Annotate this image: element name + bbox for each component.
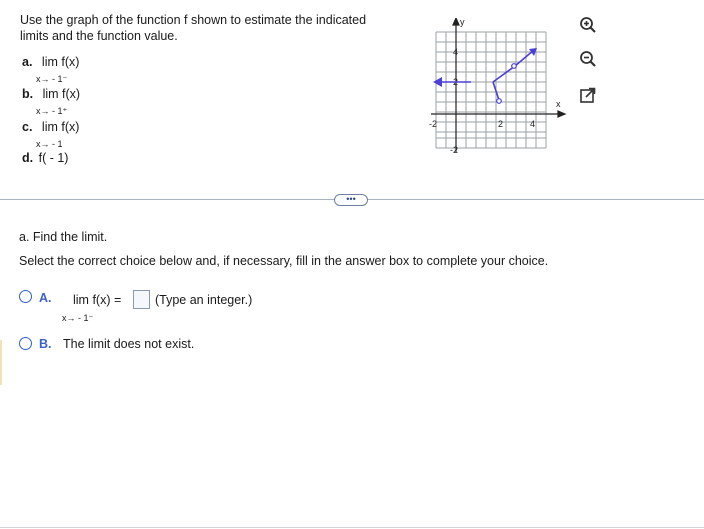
choice-a-hint: (Type an integer.) (155, 293, 253, 307)
tick-y-4: 4 (453, 47, 459, 57)
part-c-item (22, 119, 79, 135)
question-intro-line2: limits and the function value. (20, 29, 178, 43)
part-d-expr: f( - 1) (38, 151, 69, 165)
part-a-expr: lim f(x) (41, 55, 80, 69)
y-axis-label: y (460, 18, 465, 27)
part-a-sub: x→ - 1⁻ (36, 74, 68, 84)
zoom-in-icon[interactable] (578, 15, 598, 35)
left-arrow-head (433, 77, 442, 87)
part-a-instruction: Select the correct choice below and, if necessary, fill in the answer box to complete your choice. (19, 254, 549, 268)
part-b-label: b. (22, 87, 34, 101)
function-graph (425, 18, 575, 158)
zoom-out-icon[interactable] (578, 49, 598, 69)
part-c-sub: x→ - 1 (36, 139, 63, 149)
part-d-item (22, 150, 68, 166)
part-c-expr: lim f(x) (41, 120, 80, 134)
tick-y-neg2: -2 (450, 145, 459, 155)
tick-y-2: 2 (453, 77, 459, 87)
part-b-expr: lim f(x) (42, 87, 81, 101)
choice-b-radio[interactable] (19, 337, 32, 350)
choice-a-radio[interactable] (19, 290, 32, 303)
part-c-label: c. (22, 120, 33, 134)
tick-x-2: 2 (498, 119, 504, 129)
tick-x-neg2: -2 (429, 119, 438, 129)
part-a-item (22, 54, 79, 70)
left-edge-marker (0, 340, 2, 385)
bottom-border (0, 527, 704, 528)
more-button[interactable]: ••• (334, 194, 368, 206)
choice-a-answer-box[interactable] (133, 290, 150, 309)
popout-icon[interactable] (578, 85, 598, 105)
part-d-label: d. (22, 151, 34, 165)
question-intro-line1: Use the graph of the function f shown to estimate the indicated (20, 13, 367, 27)
choice-b-text: The limit does not exist. (63, 337, 195, 351)
open-point-1 (497, 99, 502, 104)
part-a-label: a. (22, 55, 33, 69)
part-b-sub: x→ - 1⁺ (36, 106, 68, 116)
tick-x-4: 4 (530, 119, 536, 129)
part-a-heading: a. Find the limit. (19, 230, 108, 244)
x-axis-label: x (556, 99, 561, 109)
choice-b-letter: B. (39, 337, 52, 351)
choice-a-sub: x→ - 1⁻ (62, 313, 94, 323)
choice-a-expr: lim f(x) = (73, 293, 122, 307)
choice-a-letter: A. (39, 291, 52, 305)
open-point-2 (512, 64, 517, 69)
part-b-item (22, 86, 80, 102)
